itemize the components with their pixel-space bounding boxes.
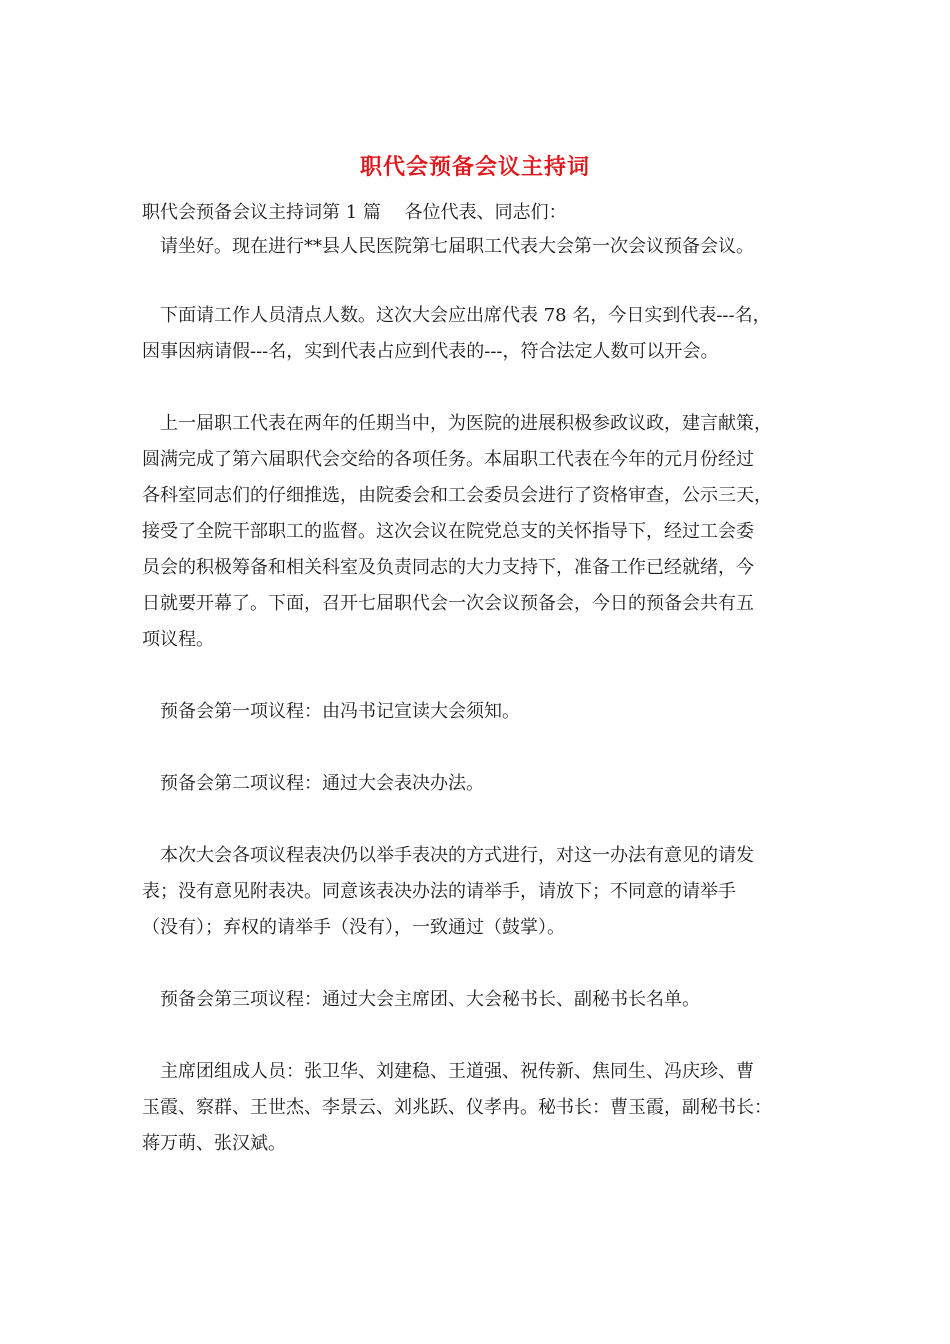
paragraph-spacer [142,370,808,406]
intro-line-1: 职代会预备会议主持词第 1 篇 各位代表、同志们： [142,202,567,223]
paragraph-spacer [142,730,808,766]
text-line: （没有）；弃权的请举手（没有），一致通过（鼓掌）。 [142,917,565,938]
paragraph-headcount [142,298,808,370]
document-body [142,196,808,1162]
paragraph-spacer [142,1018,808,1054]
paragraph-agenda-1 [142,694,808,730]
paragraph-spacer [142,264,808,298]
text-line: 上一届职工代表在两年的任期当中，为医院的进展积极参政议政，建言献策， [142,413,772,434]
text-line: 预备会第一项议程：由冯书记宣读大会须知。 [142,701,520,722]
text-line: 主席团组成人员：张卫华、刘建稳、王道强、祝传新、焦同生、冯庆珍、曹 [142,1061,754,1082]
text-line: 圆满完成了第六届职代会交给的各项任务。本届职工代表在今年的元月份经过 [142,449,754,470]
paragraph-agenda-3 [142,982,808,1018]
paragraph-background [142,406,808,658]
text-line: 接受了全院干部职工的监督。这次会议在院党总支的关怀指导下，经过工会委 [142,521,754,542]
text-line: 玉霞、察群、王世杰、李景云、刘兆跃、仪孝冉。秘书长：曹玉霞，副秘书长： [142,1097,772,1118]
paragraph-spacer [142,802,808,838]
text-line: 预备会第三项议程：通过大会主席团、大会秘书长、副秘书长名单。 [142,989,700,1010]
paragraph-agenda-2 [142,766,808,802]
text-line: 下面请工作人员清点人数。这次大会应出席代表 78 名，今日实到代表---名， [142,305,771,326]
intro-line-2: 请坐好。现在进行**县人民医院第七届职工代表大会第一次会议预备会议。 [142,236,754,257]
paragraph-spacer [142,946,808,982]
paragraph-presidium [142,1054,808,1162]
text-line: 因事因病请假---名，实到代表占应到代表的---，符合法定人数可以开会。 [142,341,719,362]
text-line: 各科室同志们的仔细推选，由院委会和工会委员会进行了资格审查，公示三天， [142,485,772,506]
text-line: 员会的积极筹备和相关科室及负责同志的大力支持下，准备工作已经就绪，今 [142,557,754,578]
text-line: 本次大会各项议程表决仍以举手表决的方式进行，对这一办法有意见的请发 [142,845,754,866]
paragraph-voting [142,838,808,946]
paragraph-spacer [142,658,808,694]
document-title: 职代会预备会议主持词 [359,154,590,180]
text-line: 预备会第二项议程：通过大会表决办法。 [142,773,484,794]
text-line: 蒋万萌、张汉斌。 [142,1133,286,1154]
text-line: 日就要开幕了。下面，召开七届职代会一次会议预备会，今日的预备会共有五 [142,593,754,614]
text-line: 项议程。 [142,629,214,650]
text-line: 表；没有意见附表决。同意该表决办法的请举手，请放下；不同意的请举手 [142,881,736,902]
